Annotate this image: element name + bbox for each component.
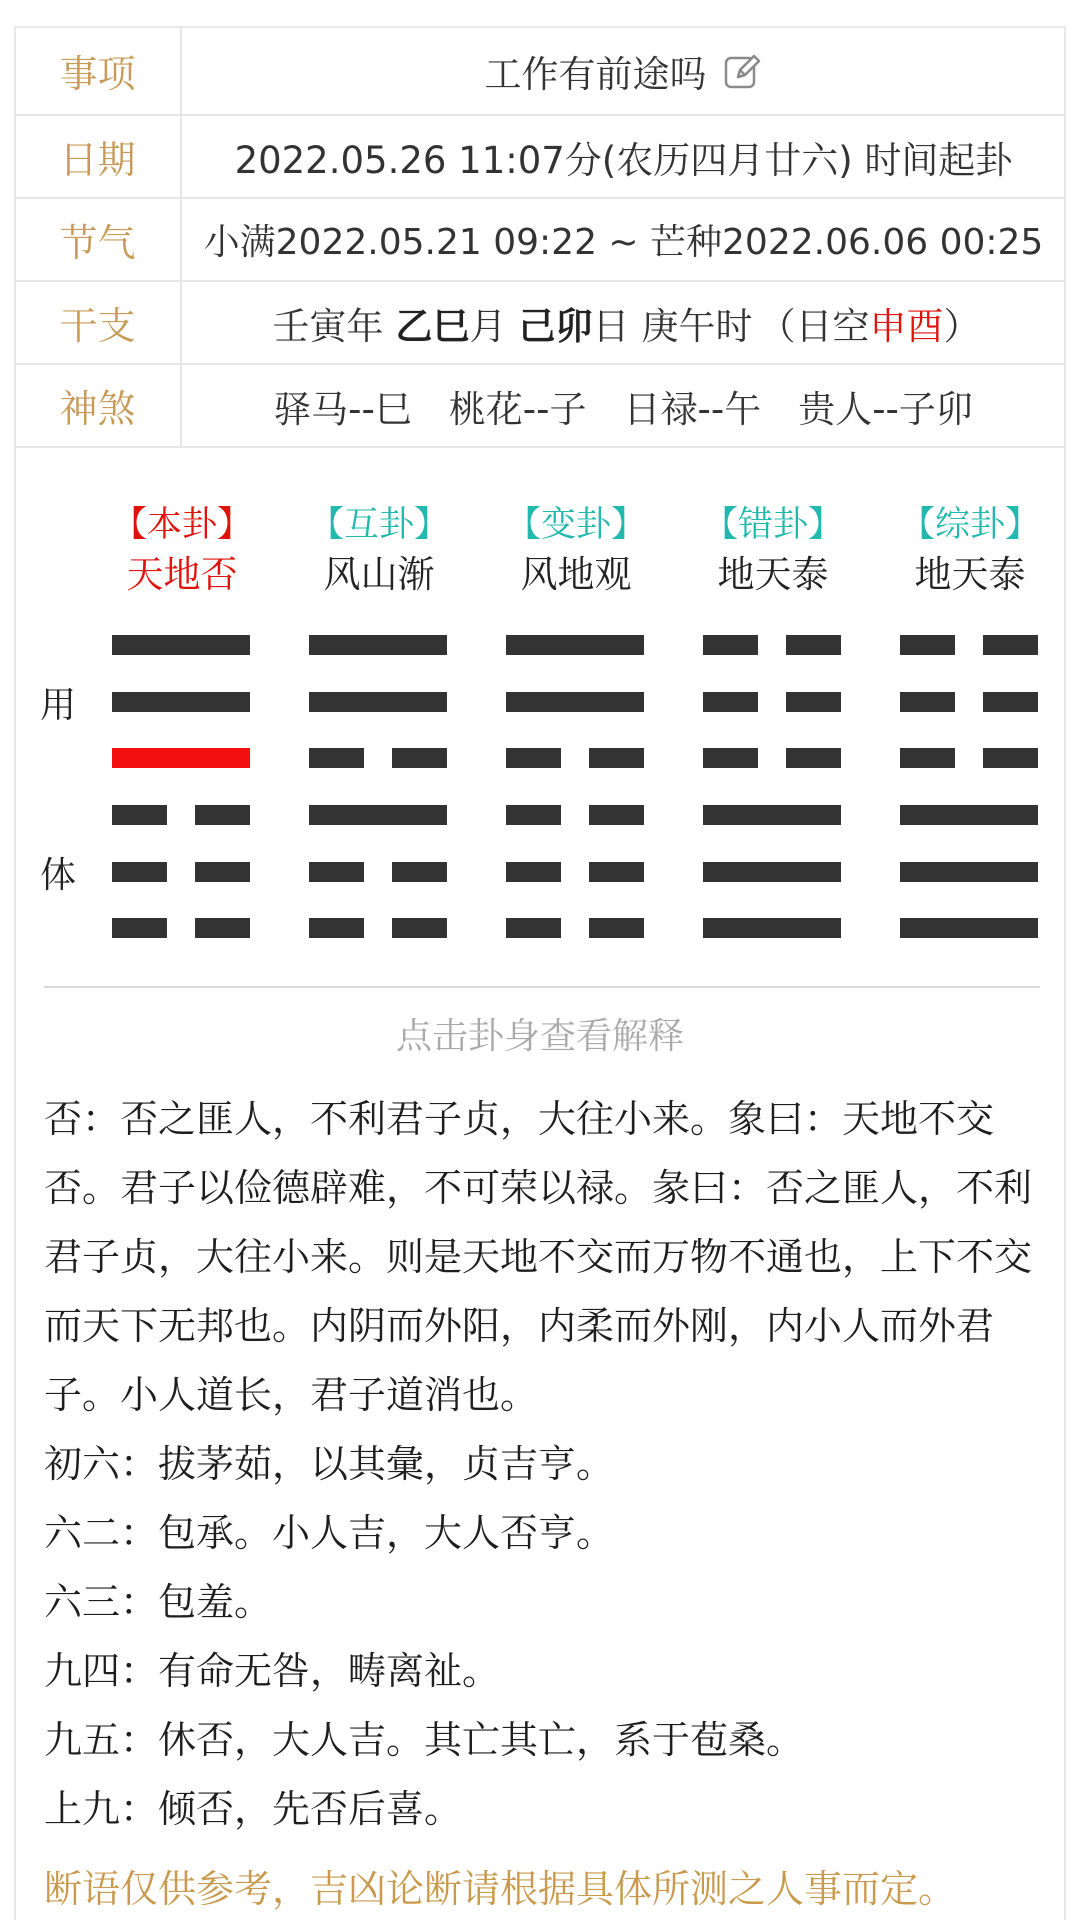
hexagram-type-label: 【互卦】 [309,505,450,545]
info-row-spirits [15,365,1065,448]
info-label: 日期 [15,116,182,197]
yong-label: 用 [40,685,77,726]
hexagram-2[interactable] [506,500,646,600]
yin-line[interactable] [112,805,250,825]
hexagram-name: 风地观 [520,553,632,596]
yin-line[interactable] [900,748,1038,768]
yang-line[interactable] [900,805,1038,825]
info-row-date [15,116,1065,199]
yang-line[interactable] [506,692,644,712]
hexagram-name: 地天泰 [717,553,829,596]
yin-line[interactable] [112,918,250,938]
yang-line[interactable] [309,805,447,825]
kong-open: （日空 [758,304,870,348]
yang-line[interactable] [703,918,841,938]
info-row-matter [15,27,1065,116]
yang-line[interactable] [900,862,1038,882]
yao-line: 九四：有命无咎，畴离祉。 [44,1649,501,1693]
yang-line[interactable] [703,862,841,882]
ganzhi-value [182,282,1065,363]
info-label: 干支 [15,282,182,363]
yao-line: 六三：包羞。 [44,1580,273,1624]
yin-line[interactable] [309,918,447,938]
date-value: 2022.05.26 11:07分(农历四月廿六) 时间起卦 [234,138,1013,182]
hexagram-4[interactable] [900,500,1040,600]
yao-list [44,1430,1044,1844]
hexagram-type-label: 【变卦】 [506,505,647,545]
yin-line[interactable] [900,635,1038,655]
kong-close: ） [943,304,981,348]
yang-line[interactable] [112,635,250,655]
yin-line[interactable] [703,635,841,655]
yang-line[interactable] [309,692,447,712]
ti-label: 体 [40,855,77,896]
hexagram-type-label: 【错卦】 [703,505,844,545]
info-label: 神煞 [15,365,182,446]
yin-line[interactable] [900,692,1038,712]
yin-line[interactable] [506,862,644,882]
yin-line[interactable] [703,692,841,712]
yin-line[interactable] [703,748,841,768]
yin-line[interactable] [506,748,644,768]
yao-line: 初六：拔茅茹，以其彙，贞吉亨。 [44,1442,615,1486]
hexagram-1[interactable] [309,500,449,600]
yao-line: 上九：倾否，先否后喜。 [44,1787,463,1831]
hexagram-area [0,500,1080,950]
hexagram-3[interactable] [703,500,843,600]
info-row-solar-term [15,199,1065,282]
spirits-value: 驿马--巳 桃花--子 日禄--午 贵人--子卯 [274,387,973,431]
divider [44,986,1040,988]
hexagram-0[interactable] [112,500,252,600]
matter-text: 工作有前途吗 [484,52,707,96]
disclaimer: 断语仅供参考，吉凶论断请根据具体所测之人事而定。 [44,1867,957,1911]
hexagram-name: 风山渐 [323,553,435,596]
month-suffix: 月 [469,304,507,348]
hexagram-type-label: 【本卦】 [112,505,253,545]
matter-value[interactable] [182,27,1065,114]
year-ganzhi: 壬寅年 [272,304,384,348]
yang-line[interactable] [506,635,644,655]
day-ganzhi: 己卯 [518,304,593,348]
day-void: 申酉 [869,304,944,348]
yao-line: 六二：包承。小人吉，大人否亨。 [44,1511,615,1555]
edit-icon[interactable] [723,51,763,91]
yin-line[interactable] [309,748,447,768]
hexagram-type-label: 【综卦】 [900,505,1041,545]
hexagram-explanation: 否：否之匪人，不利君子贞，大往小来。象曰：天地不交否。君子以俭德辟难，不可荣以禄。彖曰：否之匪人，不利君子贞，大往小来。则是天地不交而万物不通也，上下不交而天下无邦也。内阴而外阳，内柔而外刚，内小人而外君子。小人道长，君子道消也。 [44,1097,1033,1417]
yin-line[interactable] [112,862,250,882]
hexagram-name: 天地否 [126,553,238,596]
info-label: 事项 [15,27,182,114]
solar-term-value: 小满2022.05.21 09:22 ~ 芒种2022.06.06 00:25 [203,222,1044,263]
explanation-block [44,1085,1044,1844]
info-row-ganzhi [15,282,1065,365]
yang-line-moving[interactable] [112,748,250,768]
yin-line[interactable] [506,918,644,938]
tap-hint: 点击卦身查看解释 [395,1016,684,1057]
yang-line[interactable] [703,805,841,825]
yang-line[interactable] [112,692,250,712]
day-suffix: 日 [592,304,630,348]
yang-line[interactable] [900,918,1038,938]
info-label: 节气 [15,199,182,280]
month-ganzhi: 乙巳 [395,304,470,348]
yin-line[interactable] [309,862,447,882]
yang-line[interactable] [309,635,447,655]
hexagram-name: 地天泰 [914,553,1026,596]
yao-line: 九五：休否，大人吉。其亡其亡，系于苞桑。 [44,1718,805,1762]
hour-ganzhi: 庚午时 [641,304,753,348]
info-table [15,27,1065,448]
yin-line[interactable] [506,805,644,825]
